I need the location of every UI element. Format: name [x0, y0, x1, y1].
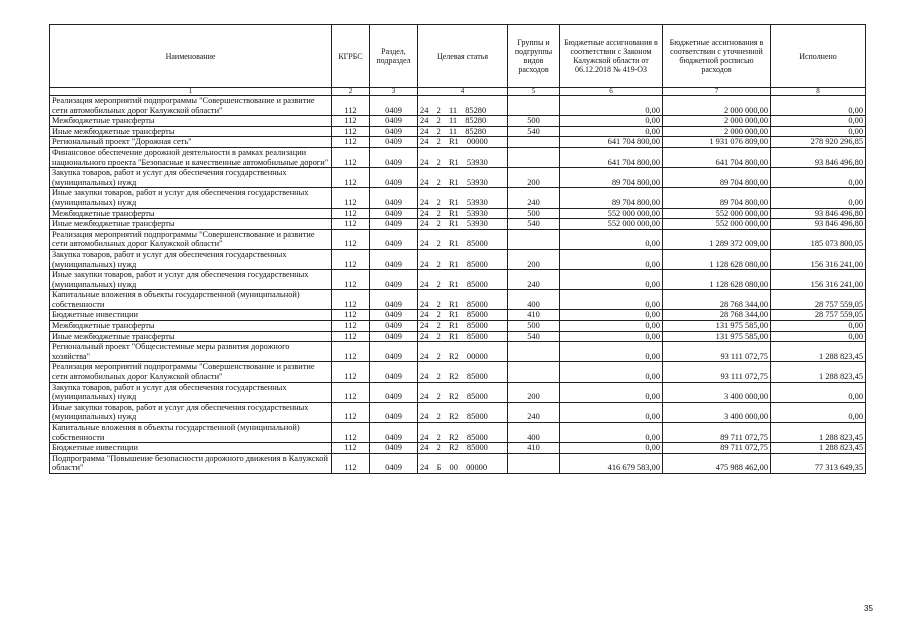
- row-section: 0409: [370, 290, 418, 310]
- row-kgrbs: 112: [332, 147, 370, 167]
- row-expense-group: 240: [508, 270, 560, 290]
- row-refined-allocation: 552 000 000,00: [663, 208, 771, 219]
- row-executed: 77 313 649,35: [771, 453, 866, 473]
- row-kgrbs: 112: [332, 126, 370, 137]
- row-target-article: 24 2 R2 85000: [418, 402, 508, 422]
- row-section: 0409: [370, 270, 418, 290]
- table-row: [50, 249, 866, 269]
- row-expense-group: 500: [508, 116, 560, 127]
- row-kgrbs: 112: [332, 342, 370, 362]
- row-name: Капитальные вложения в объекты государственной (муниципальной) собственности: [50, 290, 332, 310]
- row-section: 0409: [370, 249, 418, 269]
- row-section: 0409: [370, 168, 418, 188]
- row-law-allocation: 0,00: [560, 270, 663, 290]
- table-row: [50, 229, 866, 249]
- row-law-allocation: 0,00: [560, 321, 663, 332]
- row-executed: 0,00: [771, 116, 866, 127]
- row-expense-group: 500: [508, 208, 560, 219]
- row-target-article: 24 2 R2 85000: [418, 443, 508, 454]
- column-number: 2: [332, 88, 370, 96]
- header-executed: Исполнено: [771, 25, 866, 88]
- row-name: Капитальные вложения в объекты государственной (муниципальной) собственности: [50, 423, 332, 443]
- row-kgrbs: 112: [332, 188, 370, 208]
- table-row: [50, 310, 866, 321]
- row-executed: 93 846 496,80: [771, 147, 866, 167]
- row-section: 0409: [370, 147, 418, 167]
- row-target-article: 24 2 R1 85000: [418, 321, 508, 332]
- row-kgrbs: 112: [332, 310, 370, 321]
- row-expense-group: 540: [508, 126, 560, 137]
- row-target-article: 24 2 R2 85000: [418, 362, 508, 382]
- row-refined-allocation: 641 704 800,00: [663, 147, 771, 167]
- row-executed: 0,00: [771, 331, 866, 342]
- row-law-allocation: 0,00: [560, 342, 663, 362]
- row-expense-group: [508, 96, 560, 116]
- row-kgrbs: 112: [332, 208, 370, 219]
- row-section: 0409: [370, 362, 418, 382]
- row-law-allocation: 89 704 800,00: [560, 168, 663, 188]
- row-kgrbs: 112: [332, 362, 370, 382]
- row-kgrbs: 112: [332, 290, 370, 310]
- table-row: [50, 443, 866, 454]
- column-number: 7: [663, 88, 771, 96]
- row-executed: 1 288 823,45: [771, 443, 866, 454]
- row-name: Финансовое обеспечение дорожной деятельности в рамках реализации национального проекта "Безопасные и качественные автомобильные дороги": [50, 147, 332, 167]
- row-refined-allocation: 28 768 344,00: [663, 310, 771, 321]
- column-number: 5: [508, 88, 560, 96]
- row-law-allocation: 0,00: [560, 362, 663, 382]
- row-law-allocation: 0,00: [560, 310, 663, 321]
- row-section: 0409: [370, 116, 418, 127]
- table-row: [50, 342, 866, 362]
- row-kgrbs: 112: [332, 402, 370, 422]
- row-kgrbs: 112: [332, 219, 370, 230]
- row-kgrbs: 112: [332, 382, 370, 402]
- row-target-article: 24 2 R1 85000: [418, 229, 508, 249]
- row-target-article: 24 2 R1 53930: [418, 168, 508, 188]
- row-law-allocation: 0,00: [560, 96, 663, 116]
- row-name: Региональный проект "Дорожная сеть": [50, 137, 332, 148]
- row-executed: 0,00: [771, 188, 866, 208]
- row-refined-allocation: 475 988 462,00: [663, 453, 771, 473]
- row-executed: 0,00: [771, 126, 866, 137]
- row-name: Межбюджетные трансферты: [50, 208, 332, 219]
- row-section: 0409: [370, 321, 418, 332]
- header-name: Наименование: [50, 25, 332, 88]
- column-number: 3: [370, 88, 418, 96]
- row-section: 0409: [370, 331, 418, 342]
- row-target-article: 24 2 R1 85000: [418, 331, 508, 342]
- row-target-article: 24 2 R2 85000: [418, 423, 508, 443]
- row-section: 0409: [370, 208, 418, 219]
- row-section: 0409: [370, 126, 418, 137]
- row-section: 0409: [370, 443, 418, 454]
- row-kgrbs: 112: [332, 423, 370, 443]
- table-row: [50, 137, 866, 148]
- row-expense-group: 540: [508, 219, 560, 230]
- row-executed: 156 316 241,00: [771, 270, 866, 290]
- row-name: Межбюджетные трансферты: [50, 116, 332, 127]
- row-section: 0409: [370, 382, 418, 402]
- row-executed: 28 757 559,05: [771, 290, 866, 310]
- row-kgrbs: 112: [332, 168, 370, 188]
- row-executed: 1 288 823,45: [771, 362, 866, 382]
- row-refined-allocation: 2 000 000,00: [663, 126, 771, 137]
- table-row: [50, 96, 866, 116]
- header-target-article: Целевая статья: [418, 25, 508, 88]
- row-target-article: 24 2 R1 00000: [418, 137, 508, 148]
- header-expense-group: Группы и подгруппы видов расходов: [508, 25, 560, 88]
- row-target-article: 24 2 R1 53930: [418, 188, 508, 208]
- row-name: Закупка товаров, работ и услуг для обеспечения государственных (муниципальных) нужд: [50, 168, 332, 188]
- row-executed: 28 757 559,05: [771, 310, 866, 321]
- row-refined-allocation: 552 000 000,00: [663, 219, 771, 230]
- row-executed: 185 073 800,05: [771, 229, 866, 249]
- row-law-allocation: 0,00: [560, 229, 663, 249]
- table-row: [50, 331, 866, 342]
- row-expense-group: [508, 137, 560, 148]
- row-expense-group: [508, 342, 560, 362]
- row-refined-allocation: 93 111 072,75: [663, 362, 771, 382]
- row-kgrbs: 112: [332, 331, 370, 342]
- row-refined-allocation: 93 111 072,75: [663, 342, 771, 362]
- row-expense-group: 400: [508, 290, 560, 310]
- table-row: [50, 168, 866, 188]
- row-refined-allocation: 1 289 372 009,00: [663, 229, 771, 249]
- row-refined-allocation: 89 711 072,75: [663, 443, 771, 454]
- row-refined-allocation: 89 704 800,00: [663, 188, 771, 208]
- row-name: Бюджетные инвестиции: [50, 443, 332, 454]
- row-expense-group: [508, 362, 560, 382]
- row-name: Реализация мероприятий подпрограммы "Совершенствование и развитие сети автомобильных дорог Калужской области": [50, 229, 332, 249]
- header-refined-allocations: Бюджетные ассигнования в соответствии с уточненной бюджетной росписью расходов: [663, 25, 771, 88]
- row-target-article: 24 2 R1 85000: [418, 270, 508, 290]
- header-law-allocations: Бюджетные ассигнования в соответствии с Законом Калужской области от 06.12.2018 № 419-ОЗ: [560, 25, 663, 88]
- row-expense-group: [508, 147, 560, 167]
- row-section: 0409: [370, 219, 418, 230]
- row-executed: 156 316 241,00: [771, 249, 866, 269]
- row-executed: 0,00: [771, 96, 866, 116]
- row-expense-group: 240: [508, 402, 560, 422]
- row-kgrbs: 112: [332, 116, 370, 127]
- row-kgrbs: 112: [332, 137, 370, 148]
- row-target-article: 24 2 R1 85000: [418, 310, 508, 321]
- row-executed: 93 846 496,80: [771, 208, 866, 219]
- row-refined-allocation: 1 128 628 080,00: [663, 270, 771, 290]
- table-row: [50, 208, 866, 219]
- row-executed: 0,00: [771, 168, 866, 188]
- header-row: [50, 25, 866, 88]
- row-law-allocation: 416 679 583,00: [560, 453, 663, 473]
- table-row: [50, 188, 866, 208]
- row-expense-group: 200: [508, 382, 560, 402]
- row-law-allocation: 0,00: [560, 249, 663, 269]
- row-name: Региональный проект "Общесистемные меры развития дорожного хозяйства": [50, 342, 332, 362]
- row-name: Иные межбюджетные трансферты: [50, 331, 332, 342]
- row-target-article: 24 2 11 85280: [418, 126, 508, 137]
- row-name: Иные закупки товаров, работ и услуг для обеспечения государственных (муниципальных) нужд: [50, 402, 332, 422]
- row-section: 0409: [370, 453, 418, 473]
- column-number: 1: [50, 88, 332, 96]
- row-name: Иные межбюджетные трансферты: [50, 126, 332, 137]
- row-target-article: 24 2 R1 53930: [418, 208, 508, 219]
- row-executed: 278 920 296,85: [771, 137, 866, 148]
- table-row: [50, 362, 866, 382]
- row-refined-allocation: 1 931 076 809,00: [663, 137, 771, 148]
- row-law-allocation: 552 000 000,00: [560, 208, 663, 219]
- column-number: 6: [560, 88, 663, 96]
- table-row: [50, 219, 866, 230]
- page-number: 35: [864, 604, 873, 613]
- row-name: Межбюджетные трансферты: [50, 321, 332, 332]
- row-section: 0409: [370, 423, 418, 443]
- row-law-allocation: 0,00: [560, 382, 663, 402]
- row-expense-group: [508, 453, 560, 473]
- row-law-allocation: 0,00: [560, 423, 663, 443]
- row-executed: 93 846 496,80: [771, 219, 866, 230]
- row-target-article: 24 2 R2 00000: [418, 342, 508, 362]
- table-row: [50, 382, 866, 402]
- row-kgrbs: 112: [332, 270, 370, 290]
- row-target-article: 24 2 R1 53930: [418, 147, 508, 167]
- table-row: [50, 321, 866, 332]
- row-refined-allocation: 1 128 628 080,00: [663, 249, 771, 269]
- row-refined-allocation: 131 975 585,00: [663, 331, 771, 342]
- column-number: 4: [418, 88, 508, 96]
- table-row: [50, 423, 866, 443]
- table-row: [50, 453, 866, 473]
- row-executed: 1 288 823,45: [771, 423, 866, 443]
- row-target-article: 24 Б 00 00000: [418, 453, 508, 473]
- row-expense-group: 500: [508, 321, 560, 332]
- row-law-allocation: 641 704 800,00: [560, 147, 663, 167]
- row-section: 0409: [370, 137, 418, 148]
- row-refined-allocation: 2 000 000,00: [663, 96, 771, 116]
- row-kgrbs: 112: [332, 453, 370, 473]
- column-number: 8: [771, 88, 866, 96]
- row-target-article: 24 2 11 85280: [418, 116, 508, 127]
- row-refined-allocation: 131 975 585,00: [663, 321, 771, 332]
- row-name: Иные закупки товаров, работ и услуг для обеспечения государственных (муниципальных) нужд: [50, 188, 332, 208]
- row-name: Иные межбюджетные трансферты: [50, 219, 332, 230]
- header-section: Раздел, подраздел: [370, 25, 418, 88]
- row-kgrbs: 112: [332, 249, 370, 269]
- row-target-article: 24 2 R2 85000: [418, 382, 508, 402]
- row-expense-group: 200: [508, 249, 560, 269]
- row-kgrbs: 112: [332, 229, 370, 249]
- row-expense-group: 200: [508, 168, 560, 188]
- table-row: [50, 402, 866, 422]
- row-expense-group: 240: [508, 188, 560, 208]
- row-expense-group: 410: [508, 443, 560, 454]
- table-body: [50, 96, 866, 474]
- row-law-allocation: 0,00: [560, 443, 663, 454]
- row-law-allocation: 0,00: [560, 402, 663, 422]
- row-section: 0409: [370, 310, 418, 321]
- budget-execution-table: [49, 24, 866, 474]
- row-kgrbs: 112: [332, 321, 370, 332]
- row-kgrbs: 112: [332, 443, 370, 454]
- row-name: Реализация мероприятий подпрограммы "Совершенствование и развитие сети автомобильных дорог Калужской области": [50, 362, 332, 382]
- row-executed: 1 288 823,45: [771, 342, 866, 362]
- row-section: 0409: [370, 229, 418, 249]
- table-row: [50, 116, 866, 127]
- row-refined-allocation: 3 400 000,00: [663, 382, 771, 402]
- row-section: 0409: [370, 402, 418, 422]
- row-law-allocation: 0,00: [560, 331, 663, 342]
- row-name: Закупка товаров, работ и услуг для обеспечения государственных (муниципальных) нужд: [50, 249, 332, 269]
- row-refined-allocation: 28 768 344,00: [663, 290, 771, 310]
- row-law-allocation: 0,00: [560, 116, 663, 127]
- row-law-allocation: 0,00: [560, 126, 663, 137]
- row-kgrbs: 112: [332, 96, 370, 116]
- row-expense-group: 410: [508, 310, 560, 321]
- row-name: Бюджетные инвестиции: [50, 310, 332, 321]
- row-refined-allocation: 2 000 000,00: [663, 116, 771, 127]
- header-kgrbs: КГРБС: [332, 25, 370, 88]
- row-law-allocation: 552 000 000,00: [560, 219, 663, 230]
- row-name: Иные закупки товаров, работ и услуг для обеспечения государственных (муниципальных) нужд: [50, 270, 332, 290]
- row-section: 0409: [370, 96, 418, 116]
- row-refined-allocation: 3 400 000,00: [663, 402, 771, 422]
- table-row: [50, 126, 866, 137]
- row-expense-group: 540: [508, 331, 560, 342]
- row-target-article: 24 2 R1 85000: [418, 290, 508, 310]
- column-number-row: [50, 88, 866, 96]
- row-executed: 0,00: [771, 382, 866, 402]
- row-refined-allocation: 89 711 072,75: [663, 423, 771, 443]
- row-executed: 0,00: [771, 402, 866, 422]
- row-name: Подпрограмма "Повышение безопасности дорожного движения в Калужской области": [50, 453, 332, 473]
- row-expense-group: [508, 229, 560, 249]
- row-name: Реализация мероприятий подпрограммы "Совершенствование и развитие сети автомобильных дорог Калужской области": [50, 96, 332, 116]
- table-row: [50, 270, 866, 290]
- row-law-allocation: 0,00: [560, 290, 663, 310]
- row-law-allocation: 89 704 800,00: [560, 188, 663, 208]
- row-section: 0409: [370, 188, 418, 208]
- row-target-article: 24 2 11 85280: [418, 96, 508, 116]
- table-row: [50, 147, 866, 167]
- row-target-article: 24 2 R1 85000: [418, 249, 508, 269]
- row-refined-allocation: 89 704 800,00: [663, 168, 771, 188]
- table-row: [50, 290, 866, 310]
- row-law-allocation: 641 704 800,00: [560, 137, 663, 148]
- row-expense-group: 400: [508, 423, 560, 443]
- row-name: Закупка товаров, работ и услуг для обеспечения государственных (муниципальных) нужд: [50, 382, 332, 402]
- row-target-article: 24 2 R1 53930: [418, 219, 508, 230]
- row-executed: 0,00: [771, 321, 866, 332]
- row-section: 0409: [370, 342, 418, 362]
